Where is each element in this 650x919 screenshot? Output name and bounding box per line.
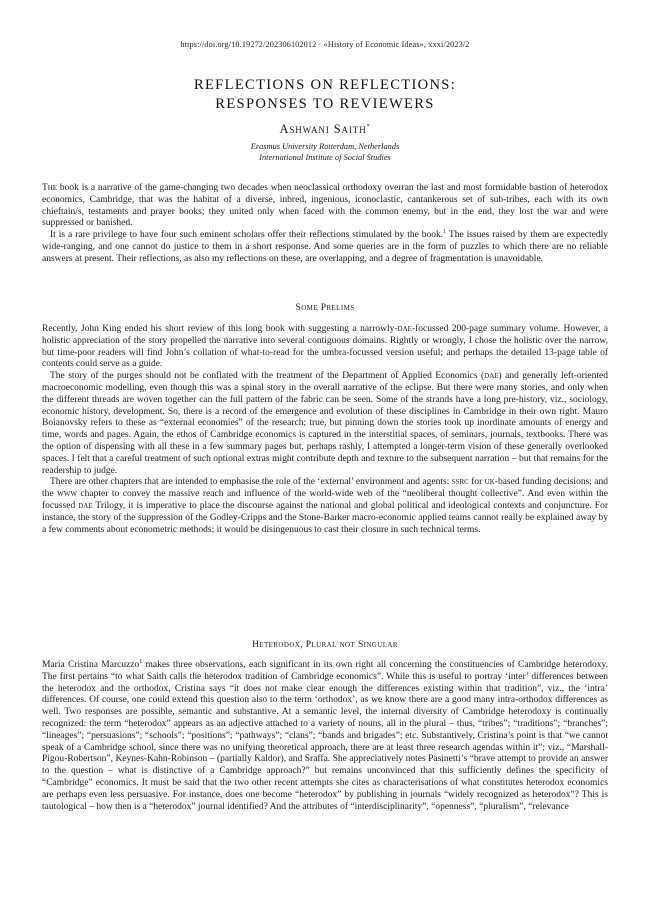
prelims-p3-e: Trilogy, it is imperative to place the discourse against the national and global political and ideological contexts and conjuncture. For instance, the story of the suppression of the Godley-Cripps and the Stone-Barker macro-economic applied teams cannot really be explained away by a few comments about econometric methods; it would be disingenuous to cast their closure in such technical terms. (42, 500, 608, 535)
heterodox-section (42, 660, 608, 813)
prelims-p3-a: There are other chapters that are intended to emphasise the role of the ‘external’ environment and agents: (50, 477, 452, 488)
affiliation-2: International Institute of Social Studies (259, 153, 391, 162)
prelims-paragraph-1 (42, 324, 608, 371)
author-name-text: Ashwani Saith (279, 122, 367, 136)
intro-lead-word: The (42, 183, 58, 193)
prelims-p2-b: ) and generally left-oriented macroeconomic modelling, even though this was a spinal story in the overall narrative of the eclipse. But there were many stories, and only when the different threads are woven together can the full pattern of the fabric can be seen. Some of the strands have a long pre-history, viz., sociology, economic history, development. So, there is a record of the emergence and evolution of these disciplines in Cambridge in their own right. Mauro Boianovsky refers to these as “external economies” of the research; true, but pinning down the stories took up inordinate amounts of energy and time, words and pages. Again, the ethos of Cambridge economics is captured in the interstitial spaces, of seminars, journals, textbooks. There was the option of dispensing with all these in a few summary pages but, perhaps rashly, I attempted a longer-term vision of these generally overlooked spaces. I felt that a careful treatment of such optional extras might contribute depth and texture to the subsequent narration – but that remains for the readership to judge. (42, 371, 609, 476)
heterodox-paragraph-1 (42, 660, 608, 813)
prelims-p1-b: -focussed 200-page summary volume. However, a holistic appreciation of the story propelled the narrative into several contiguous domains. Rightly or wrongly, I chose the holistic over the narrow, but time-poor readers will find John’s collation of what-to-read for the umbra-focussed version useful; and perhaps the detailed 13-page table of contents could serve as a guide. (42, 324, 608, 370)
intro-p2-text-a: It is a rare privilege to have four such eminent scholars offer their reflections stimulated by the book. (50, 230, 444, 241)
prelims-section (42, 324, 608, 536)
acronym-dae: dae (78, 500, 93, 511)
footnote-ref: 1 (139, 658, 143, 665)
prelims-paragraph-3 (42, 477, 608, 536)
acronym-dae: dae (484, 371, 499, 382)
heterodox-p1-b: makes three observations, each significant in its own right all concerning the constituencies of Cambridge heterodoxy. The first pertains “to what Saith calls the heterodox tradition of Cambridge economics”. While this is useful to portray ‘inter’ differences between the heterodox and the orthodox, Cristina says “it does not make clear enough the differences existing within that tradition”, viz., the ‘intra’ differences. Of course, one could extend this question also to the term ‘orthodox’, as we know there are a good many intra-orthodox differences as well. Two responses are possible, semantic and substantive. At a semantic level, the internal diversity of Cambridge heterodoxy is continually recognized: the term “heterodox” appears as an adjective attached to a variety of nouns, all in the plural – thus, “tribes”; “traditions”; “branches”; “lineages”; “persuasions”; “schools”; “positions”; “pathways”; “clans”; “bands and brigades”; etc. Substantively, Cristina’s point is that “we cannot speak of a Cambridge school, since there was no unifying theoretical approach, there are at least three research agendas within it”; viz., “Marshall-Pigou-Robertson”, Keynes-Kahn-Robinson – (partially Kaldor), and Sraffa. She appreciatively notes Pasinetti’s “brave attempt to provide an answer to the question – what is distinctive of a Cambridge approach?” but remains unconvinced that this sufficiently defines the specificity of “Cambridge” economics. It must be said that the two other recent attempts she cites as characterisations of what constitutes heterodox economics are perhaps even less persuasive. For instance, does one become “heterodox” by publishing in journals “widely recognized as heterodox”? This is tautological – how then is a “heterodox” journal identified? And the attributes of “interdisciplinarity”, “openness”, “pluralism”, “relevance (42, 660, 608, 812)
article-title (42, 76, 608, 114)
acronym-dae: dae (397, 324, 412, 334)
section-heading-prelims: Some Prelims (295, 303, 355, 313)
prelims-p2-a: The story of the purges should not be conflated with the treatment of the Department of Applied Economics ( (50, 371, 485, 382)
prelims-p1-a: Recently, John King ended his short review of this long book with suggesting a narrowly- (42, 324, 398, 334)
author-name (42, 122, 608, 137)
intro-paragraph-1 (42, 183, 608, 230)
title-line-2: RESPONSES TO REVIEWERS (215, 96, 435, 112)
heterodox-p1-a: Maria Cristina Marcuzzo (42, 660, 140, 670)
acronym-ssrc: ssrc (451, 477, 469, 488)
intro-p1-text: book is a narrative of the game-changing two decades when neoclassical orthodoxy overran the last and most formidable bastion of heterodox economics, Cambridge, that was the habitat of a diverse, inbred, ingenious, iconoclastic, cantankerous set of sub-tribes, each with its own chieftain/s, testaments and prayer books; they united only when faced with the common enemy, but in the end, they lost the war and were suppressed or banished. (42, 183, 608, 229)
acronym-www: www (57, 489, 77, 500)
prelims-p3-c: -based funding decisions; and the (42, 477, 609, 500)
running-head: https://doi.org/10.19272/202306102012 · «History of Economic Ideas», xxxi/2023/2 (180, 40, 470, 49)
intro-section (42, 183, 608, 266)
intro-p2-text-b: The issues raised by them are expectedly wide-ranging, and one cannot do justice to them in a short response. And some queries are in the form of puzzles to which there are no reliable answers at present. Their reflections, as also my reflections on these, are overlapping, and a degree of fragmentation is unavoidable. (42, 230, 608, 264)
intro-paragraph-2 (42, 230, 608, 265)
section-heading-heterodox: Heterodox, Plural not Singular (252, 640, 398, 650)
acronym-uk: uk (484, 477, 495, 488)
author-footnote-marker: * (366, 123, 371, 130)
affiliation-1: Erasmus University Rotterdam, Netherlands (250, 142, 400, 151)
prelims-p3-d: chapter to convey the massive reach and influence of the world-wide web of the “neoliberal thought collective”. And even within the focussed (42, 489, 608, 511)
title-line-1: REFLECTIONS ON REFLECTIONS: (193, 77, 457, 93)
prelims-p3-b: for (468, 477, 485, 488)
prelims-paragraph-2 (42, 371, 608, 477)
footnote-ref: 1 (443, 229, 447, 236)
